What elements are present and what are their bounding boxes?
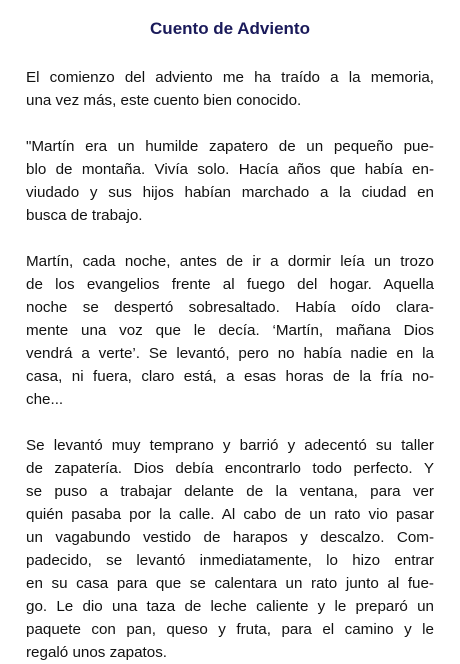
text-line: viudado y sus hijos habían marchado a la ciudad en [26,184,434,201]
text-line: mente una voz que le decía. ‘Martín, mañana Dios [26,322,434,339]
paragraph-intro [26,66,434,112]
text-line: una vez más, este cuento bien conocido. [26,92,302,109]
document-title: Cuento de Adviento [150,19,310,38]
text-line: busca de trabajo. [26,207,143,224]
text-line: quién pasaba por la calle. Al cabo de un rato vio pasar [26,506,434,523]
text-line: regaló unos zapatos. [26,644,168,661]
text-line: che... [26,391,64,408]
text-line: vendrá a verte’. Se levantó, pero no había nadie en la [26,345,434,362]
text-line: casa, ni fuera, claro está, a esas horas de la fría no- [26,368,434,385]
text-line: blo de montaña. Vivía solo. Hacía años que había en- [26,161,434,178]
text-line: padecido, se levantó inmediatamente, lo hizo entrar [26,552,434,569]
text-line: un vagabundo vestido de harapos y descalzo. Com- [26,529,434,546]
text-line: Se levantó muy temprano y barrió y adecentó su taller [26,437,434,454]
text-line: go. Le dio una taza de leche caliente y le preparó un [26,598,434,615]
text-line: se puso a trabajar delante de la ventana, para ver [26,483,434,500]
paragraph-night [26,250,434,411]
text-line: en su casa para que se calentara un rato junto al fue- [26,575,434,592]
text-line: paquete con pan, queso y fruta, para el camino y le [26,621,434,638]
text-line: de los evangelios frente al fuego del hogar. Aquella [26,276,434,293]
text-line: de zapatería. Dios debía encontrarlo todo perfecto. Y [26,460,434,477]
paragraph-martin-intro [26,135,434,227]
text-line: noche se despertó sobresaltado. Había oído clara- [26,299,434,316]
text-line: "Martín era un humilde zapatero de un pequeño pue- [26,138,434,155]
text-line: El comienzo del adviento me ha traído a la memoria, [26,69,434,86]
paragraph-morning [26,434,434,664]
text-line: Martín, cada noche, antes de ir a dormir leía un trozo [26,253,434,270]
